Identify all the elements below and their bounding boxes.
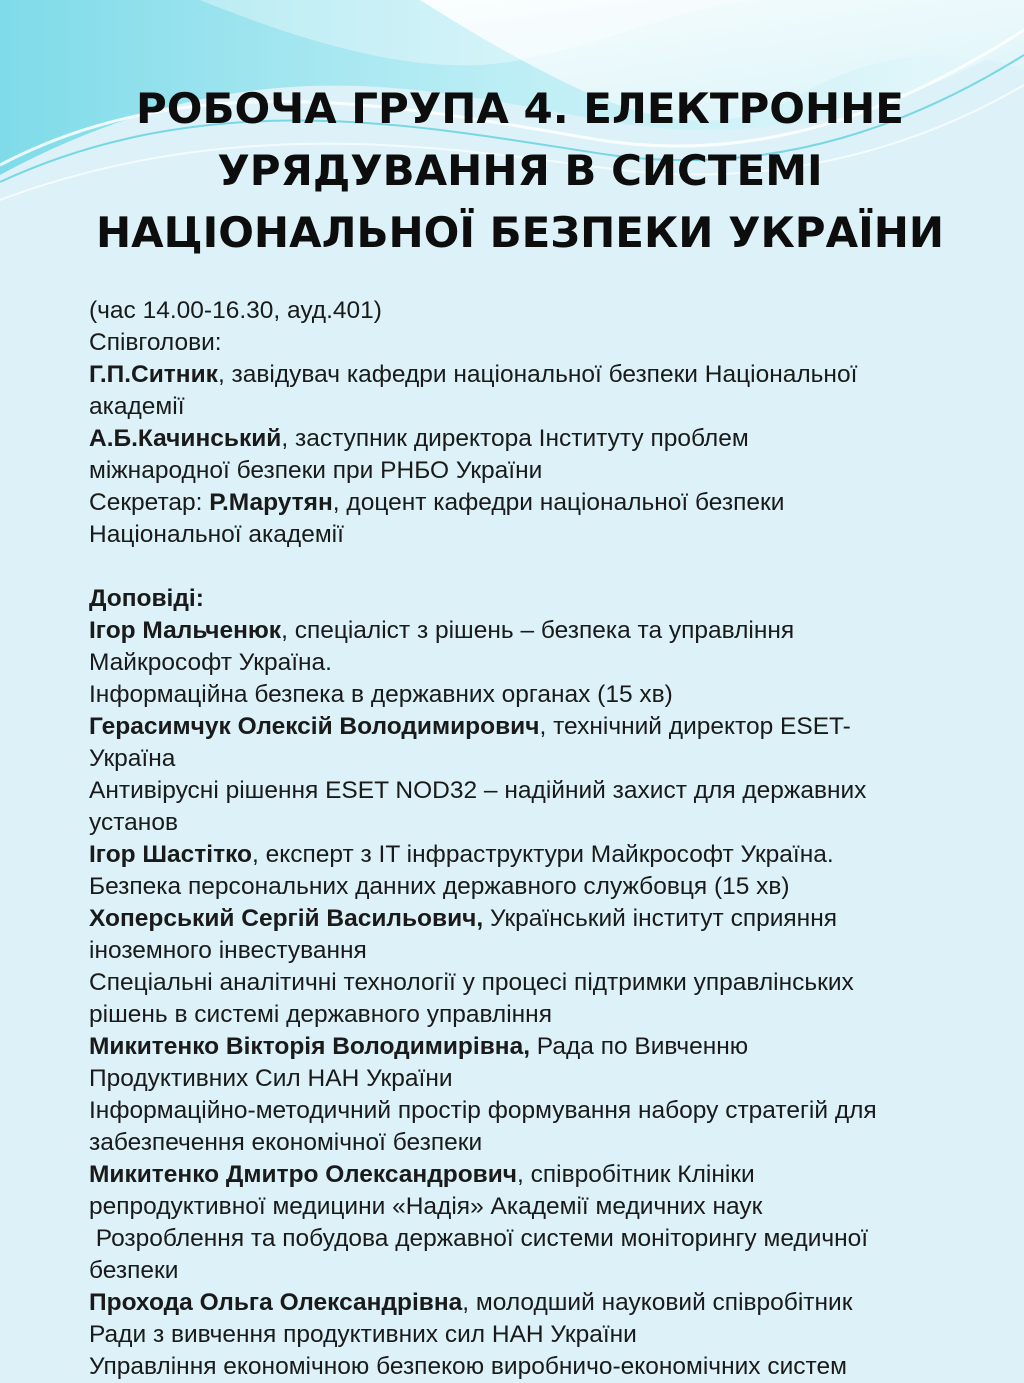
report-5-name: Микитенко Вікторія Володимирівна, (89, 1033, 530, 1060)
cochair-1-role-cont: академії (89, 393, 185, 420)
agenda-body (89, 295, 959, 1383)
cochair-2 (89, 423, 959, 455)
report-3-affiliation: , експерт з IT інфраструктури Майкрософт Україна. (252, 841, 834, 868)
report-4-affiliation: Український інститут сприяння (483, 905, 837, 932)
report-5-affiliation-cont: Продуктивних Сил НАН України (89, 1065, 453, 1092)
report-5-affiliation: Рада по Вивченню (530, 1033, 749, 1060)
report-7-speaker (89, 1287, 959, 1319)
report-6-affiliation: , співробітник Клініки (517, 1161, 755, 1188)
report-1-topic: Інформаційна безпека в державних органах (15 хв) (89, 681, 673, 708)
report-5-topic: Інформаційно-методичний простір формування набору стратегій для (89, 1097, 877, 1124)
title-line-1: РОБОЧА ГРУПА 4. ЕЛЕКТРОННЕ (136, 84, 904, 133)
report-2-affiliation: , технічний директор ESET- (539, 713, 851, 740)
report-4-topic-cont: рішень в системі державного управління (89, 1001, 552, 1028)
secretary (89, 487, 959, 519)
report-6-affiliation-cont: репродуктивної медицини «Надія» Академії медичних наук (89, 1193, 763, 1220)
report-3-speaker (89, 839, 959, 871)
cochair-2-name: А.Б.Качинський (89, 425, 282, 452)
cochair-1-role: , завідувач кафедри національної безпеки Національної (217, 361, 858, 388)
cochair-2-role-cont: міжнародної безпеки при РНБО України (89, 457, 543, 484)
report-2-speaker (89, 711, 959, 743)
page-title (40, 78, 1000, 264)
report-3-topic: Безпека персональних данних державного службовця (15 хв) (89, 873, 790, 900)
report-1-name: Ігор Мальченюк (89, 617, 282, 644)
report-6-topic: Розроблення та побудова державної системи моніторингу медичної (89, 1225, 869, 1252)
report-5-speaker (89, 1031, 959, 1063)
report-4-affiliation-cont: іноземного інвестування (89, 937, 367, 964)
report-6-speaker (89, 1159, 959, 1191)
report-6-name: Микитенко Дмитро Олександрович (89, 1161, 518, 1188)
secretary-role: , доцент кафедри національної безпеки (332, 489, 785, 516)
report-3-name: Ігор Шастітко (89, 841, 253, 868)
cochairs-label: Співголови: (89, 329, 222, 356)
cochair-2-role: , заступник директора Інституту проблем (281, 425, 749, 452)
reports-label: Доповіді: (89, 585, 204, 612)
secretary-name: Р.Марутян (209, 489, 333, 516)
title-line-2: УРЯДУВАННЯ В СИСТЕМІ (217, 146, 823, 195)
report-1-speaker (89, 615, 959, 647)
report-5-topic-cont: забезпечення економічної безпеки (89, 1129, 483, 1156)
report-4-name: Хоперський Сергій Васильович, (89, 905, 484, 932)
session-time: (час 14.00-16.30, ауд.401) (89, 297, 382, 324)
secretary-label: Секретар: (89, 489, 210, 516)
spacer (89, 551, 959, 583)
cochair-1-name: Г.П.Ситник (89, 361, 218, 388)
report-7-affiliation: , молодший науковий співробітник (462, 1289, 853, 1316)
title-line-3: НАЦІОНАЛЬНОЇ БЕЗПЕКИ УКРАЇНИ (95, 208, 945, 257)
report-7-name: Прохода Ольга Олександрівна (89, 1289, 463, 1316)
report-2-topic: Антивірусні рішення ESET NOD32 – надійний захист для державних (89, 777, 867, 804)
report-7-topic: Управління економічною безпекою виробничо-економічних систем (89, 1353, 847, 1380)
cochair-1 (89, 359, 959, 391)
report-6-topic-cont: безпеки (89, 1257, 179, 1284)
report-1-affiliation: , спеціаліст з рішень – безпека та управління (281, 617, 795, 644)
report-2-topic-cont: установ (89, 809, 178, 836)
report-4-topic: Спеціальні аналітичні технології у процесі підтримки управлінських (89, 969, 854, 996)
secretary-role-cont: Національної академії (89, 521, 344, 548)
report-2-name: Герасимчук Олексій Володимирович (89, 713, 540, 740)
report-7-affiliation-cont: Ради з вивчення продуктивних сил НАН України (89, 1321, 637, 1348)
report-2-affiliation-cont: Україна (89, 745, 176, 772)
report-1-affiliation-cont: Майкрософт Україна. (89, 649, 332, 676)
report-4-speaker (89, 903, 959, 935)
